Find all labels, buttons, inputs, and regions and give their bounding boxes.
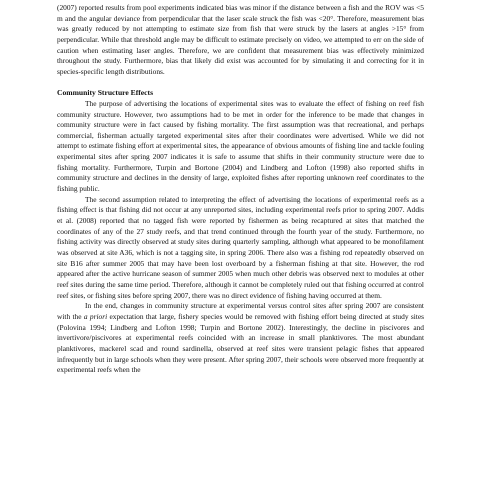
document-body	[57, 3, 424, 376]
section-heading: Community Structure Effects	[57, 88, 154, 98]
body-paragraph: The second assumption related to interpreting the effect of advertising the locations of experimental reefs as a fishing effect is that fishing did not occur at any unreported sites, including experimental reefs prior to spring 2007. Addis et al. (2008) reported that no tagged fish were reported by fishermen as being recaptured at sites that matched the coordinates of any of the 27 study reefs, and that trend continued through the fourth year of the study. Furthermore, no fishing activity was directly observed at study sites during quarterly sampling, although what appeared to be monofilament was observed at site A36, which is not a tagging site, in spring 2006. There also was a fishing rod repeatedly observed on site B16 after summer 2005 that may have been lost overboard by a fisherman fishing at that site. However, the rod appeared after the active hurricane season of summer 2005 when much other debris was observed next to modules at other reef sites during the same time period. Therefore, although it cannot be completely ruled out that fishing occurred at control reef sites, or fishing sites before spring 2007, there was no direct evidence of fishing having occurred at them.	[57, 194, 424, 300]
paragraph-text: expectation that large, fishery species would be removed with fishing effort being directed at study sites (Polovina 1994; Lindberg and Lofton 1998; Turpin and Bortone 2002). Interestingly, the decline in piscivores and invertivore/piscivores at experimental reefs coincided with an increase in small planktivores. The most abundant planktivores, mackerel scad and round sardinella, observed at reef sites were transient pelagic fishes that appeared infrequently but in large schools when they were present. After spring 2007, their schools were observed more frequently at experimental reefs when the	[57, 311, 424, 375]
paragraph-text: In the end, changes in community structure at experimental versus control sites after spring 2007 are consistent with the	[57, 301, 424, 321]
italic-term: a priori	[83, 311, 108, 321]
body-paragraph	[57, 301, 424, 376]
body-paragraph: The purpose of advertising the locations of experimental sites was to evaluate the effect of fishing on reef fish community structure. However, two assumptions had to be met in order for the inference to be made that changes in community structure were in fact caused by fishing mortality. The first assumption was that recreational, and perhaps commercial, fisherman actually targeted experimental sites after their coordinates were advertised. While we did not attempt to estimate fishing effort at experimental sites, the appearance of obvious amounts of fishing line and tackle fouling experimental sites after spring 2007 indicates it is safe to assume that shifts in their community structure were due to fishing mortality. Furthermore, Turpin and Bortone (2004) and Lindberg and Lofton (1998) also reported shifts in community structure and declines in the density of large, exploited fishes after reporting unknown reef coordinates to the fishing public.	[57, 98, 424, 194]
body-paragraph: (2007) reported results from pool experiments indicated bias was minor if the distance between a fish and the ROV was <5 m and the angular deviance from perpendicular that the laser scale struck the fish was <20°. Therefore, measurement bias was greatly reduced by not attempting to estimate size from fish that were struck by the lasers at angles >15° from perpendicular. While that threshold angle may be difficult to estimate precisely on video, we attempted to err on the side of caution when estimating laser angles. Therefore, we are confident that measurement bias was effectively minimized throughout the study. Furthermore, bias that likely did exist was accounted for by simulating it and correcting for it in species-specific length distributions.	[57, 3, 424, 76]
